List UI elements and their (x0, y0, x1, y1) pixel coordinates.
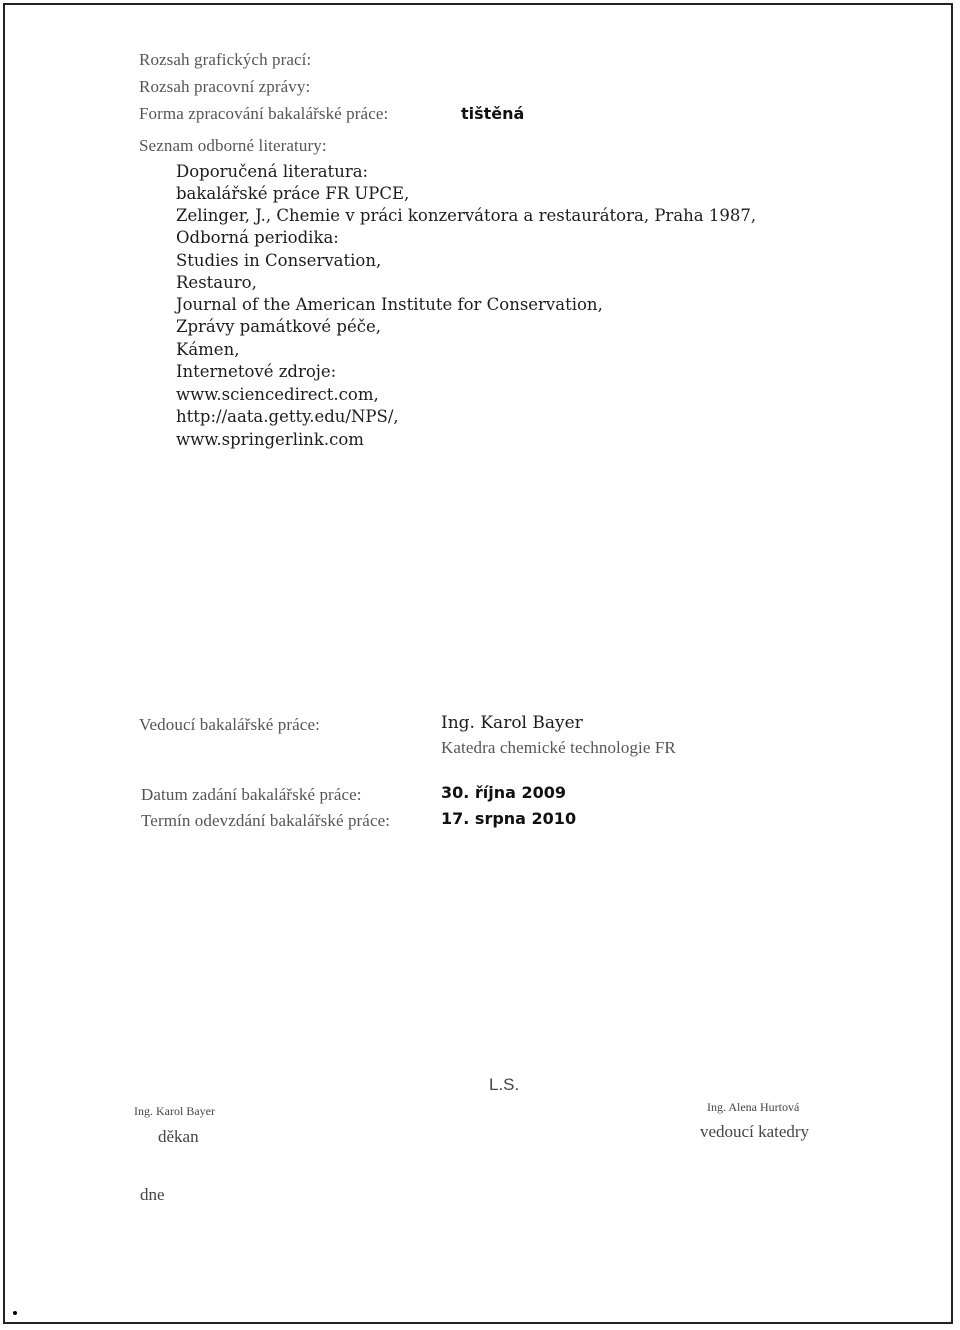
report-scope-label: Rozsah pracovní zprávy: (139, 77, 311, 96)
periodical-item: Studies in Conservation, (176, 251, 382, 270)
supervisor-name: Ing. Karol Bayer (441, 713, 583, 733)
literature-item: Zelinger, J., Chemie v práci konzervátora a restaurátora, Praha 1987, (176, 206, 757, 225)
deadline: 17. srpna 2010 (441, 809, 577, 828)
assigned-date-label: Datum zadání bakalářské práce: (141, 785, 362, 804)
periodical-item: Kámen, (176, 340, 240, 359)
periodical-item: Journal of the American Institute for Conservation, (176, 295, 603, 314)
page-border (3, 3, 953, 1324)
head-title: vedoucí katedry (700, 1122, 810, 1141)
periodical-item: Restauro, (176, 273, 257, 292)
supervisor-label: Vedoucí bakalářské práce: (139, 715, 320, 734)
dean-name: Ing. Karol Bayer (134, 1104, 215, 1118)
internet-item: http://aata.getty.edu/NPS/, (176, 407, 399, 426)
form-label: Forma zpracování bakalářské práce: (139, 104, 389, 123)
graphic-scope-label: Rozsah grafických prací: (139, 50, 312, 69)
periodicals-heading: Odborná periodika: (176, 228, 339, 247)
internet-item: www.springerlink.com (176, 430, 364, 449)
date-label: dne (140, 1185, 165, 1204)
assigned-date: 30. října 2009 (441, 783, 567, 802)
literature-label: Seznam odborné literatury: (139, 136, 327, 155)
head-name: Ing. Alena Hurtová (707, 1100, 800, 1114)
recommended-heading: Doporučená literatura: (176, 162, 369, 181)
supervisor-department: Katedra chemické technologie FR (441, 738, 676, 757)
internet-item: www.sciencedirect.com, (176, 385, 379, 404)
dot-mark (13, 1311, 17, 1315)
internet-heading: Internetové zdroje: (176, 362, 337, 381)
periodical-item: Zprávy památkové péče, (176, 317, 381, 336)
seal-mark: L.S. (489, 1075, 520, 1094)
literature-item: bakalářské práce FR UPCE, (176, 184, 410, 203)
form-value: tištěná (461, 104, 525, 123)
dean-title: děkan (158, 1127, 199, 1146)
deadline-label: Termín odevzdání bakalářské práce: (141, 811, 391, 830)
